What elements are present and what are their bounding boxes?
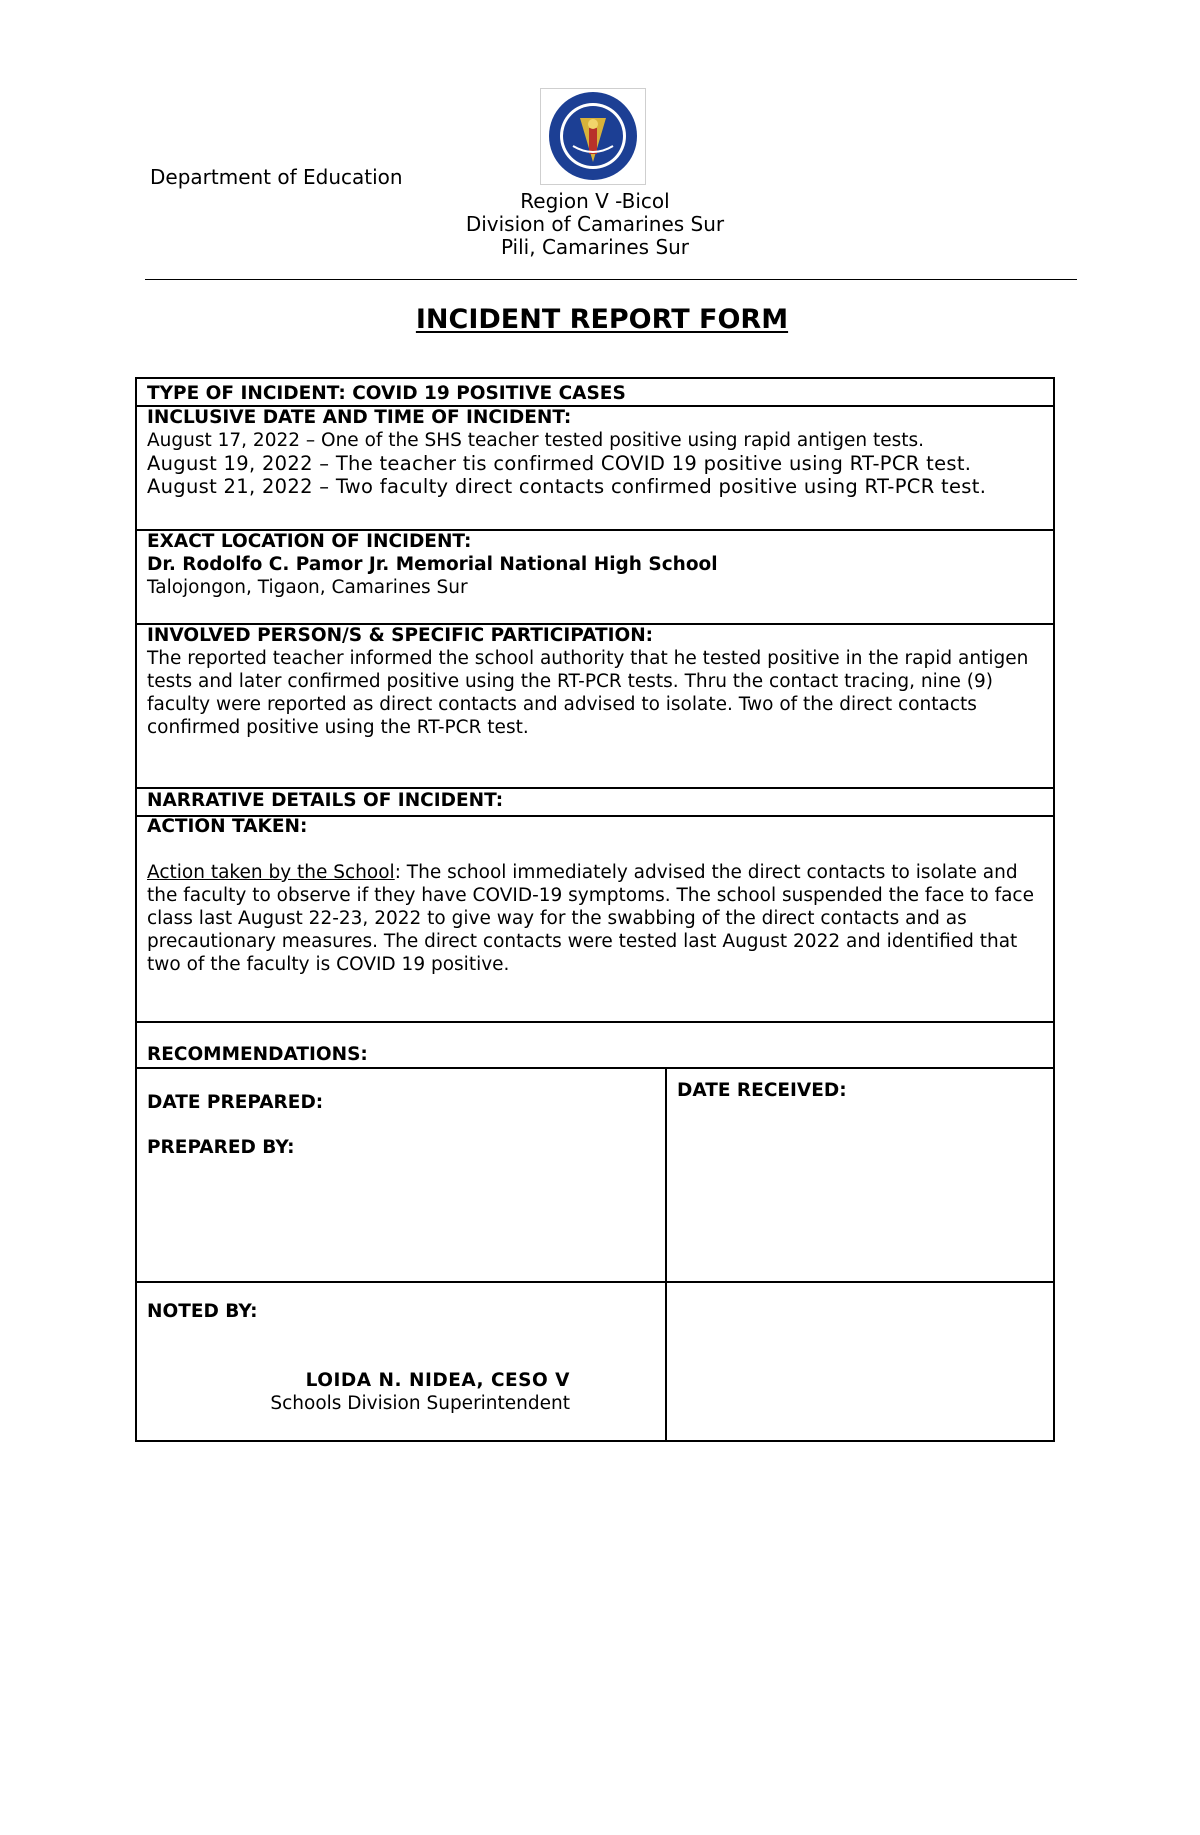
involved-description: The reported teacher informed the school authority that he tested positive in the rapid antigen tests and later confirmed positive using the RT-PCR tests. Thru the contact tracing, nine (9) faculty were reported as direct contacts and advised to isolate. Two of the direct contacts confirmed positive using the RT-PCR test. [147,648,1029,738]
row-divider [137,1021,1053,1023]
date-received-field: DATE RECEIVED: [677,1080,847,1101]
signatory-title: Schools Division Superintendent [270,1393,570,1414]
action-by-school-label: Action taken by the School [147,862,395,883]
date-prepared-field: DATE PREPARED: [147,1092,324,1113]
involved-persons-row: INVOLVED PERSON/S & SPECIFIC PARTICIPATION: The reported teacher informed the school authority that he tested positive in the rapid antigen tests and later confirmed positive using the RT-PCR tests. Thru the contact tracing, nine (9) faculty were reported as direct contacts and advised to isolate. Two of the direct contacts confirmed positive using the RT-PCR test. [147,624,1043,739]
department-name: Department of Education [150,165,403,189]
timeline-entry: August 21, 2022 – Two faculty direct contacts confirmed positive using RT-PCR test. [147,475,987,498]
city-line: Pili, Camarines Sur [500,235,690,259]
noted-by-field: NOTED BY: [147,1301,258,1322]
exact-location-row: EXACT LOCATION OF INCIDENT: Dr. Rodolfo C. Pamor Jr. Memorial National High School Talojongon, Tigaon, Camarines Sur [147,530,1043,599]
region-line: Region V -Bicol [520,189,670,213]
narrative-row: NARRATIVE DETAILS OF INCIDENT: [147,790,504,811]
form-title: INCIDENT REPORT FORM [415,304,789,335]
recommendations-row: RECOMMENDATIONS: [147,1044,368,1065]
signatory-name: LOIDA N. NIDEA, CESO V [305,1370,570,1391]
timeline-entry: August 19, 2022 – The teacher tis confirmed COVID 19 positive using RT-PCR test. [147,452,972,475]
header-divider [145,279,1077,280]
office-address [0,190,1190,259]
signatory-block [137,1369,665,1415]
row-divider [137,1281,1053,1283]
timeline-entry: August 17, 2022 – One of the SHS teacher tested positive using rapid antigen tests. [147,430,925,451]
school-name: Dr. Rodolfo C. Pamor Jr. Memorial National High School [147,554,718,575]
division-line: Division of Camarines Sur [465,212,725,236]
prepared-by-field: PREPARED BY: [147,1137,295,1158]
row-divider [137,1067,1053,1069]
inclusive-date-row: INCLUSIVE DATE AND TIME OF INCIDENT: August 17, 2022 – One of the SHS teacher tested positive using rapid antigen tests. August 19, 2022 – The teacher tis confirmed COVID 19 positive using RT-PCR test. August 21, 2022 – Two faculty direct contacts confirmed positive using RT-PCR test. [147,406,1043,498]
incident-form-table [135,377,1055,1442]
type-of-incident-row: TYPE OF INCIDENT: COVID 19 POSITIVE CASES [147,383,626,404]
column-divider [665,1067,667,1440]
school-address: Talojongon, Tigaon, Camarines Sur [147,577,468,598]
action-description: Action taken by the School: The school immediately advised the direct contacts to isolate and the faculty to observe if they have COVID-19 symptoms. The school suspended the face to face class last August 22-23, 2022 to give way for the swabbing of the direct contacts and as precautionary measures. The direct contacts were tested last August 2022 and identified that two of the faculty is COVID 19 positive. [147,862,1034,975]
deped-seal-logo [540,88,646,185]
action-taken-row: ACTION TAKEN: Action taken by the School: The school immediately advised the direct contacts to isolate and the faculty to observe if they have COVID-19 symptoms. The school suspended the face to face class last August 22-23, 2022 to give way for the swabbing of the direct contacts and as precautionary measures. The direct contacts were tested last August 2022 and identified that two of the faculty is COVID 19 positive. [147,815,1043,976]
